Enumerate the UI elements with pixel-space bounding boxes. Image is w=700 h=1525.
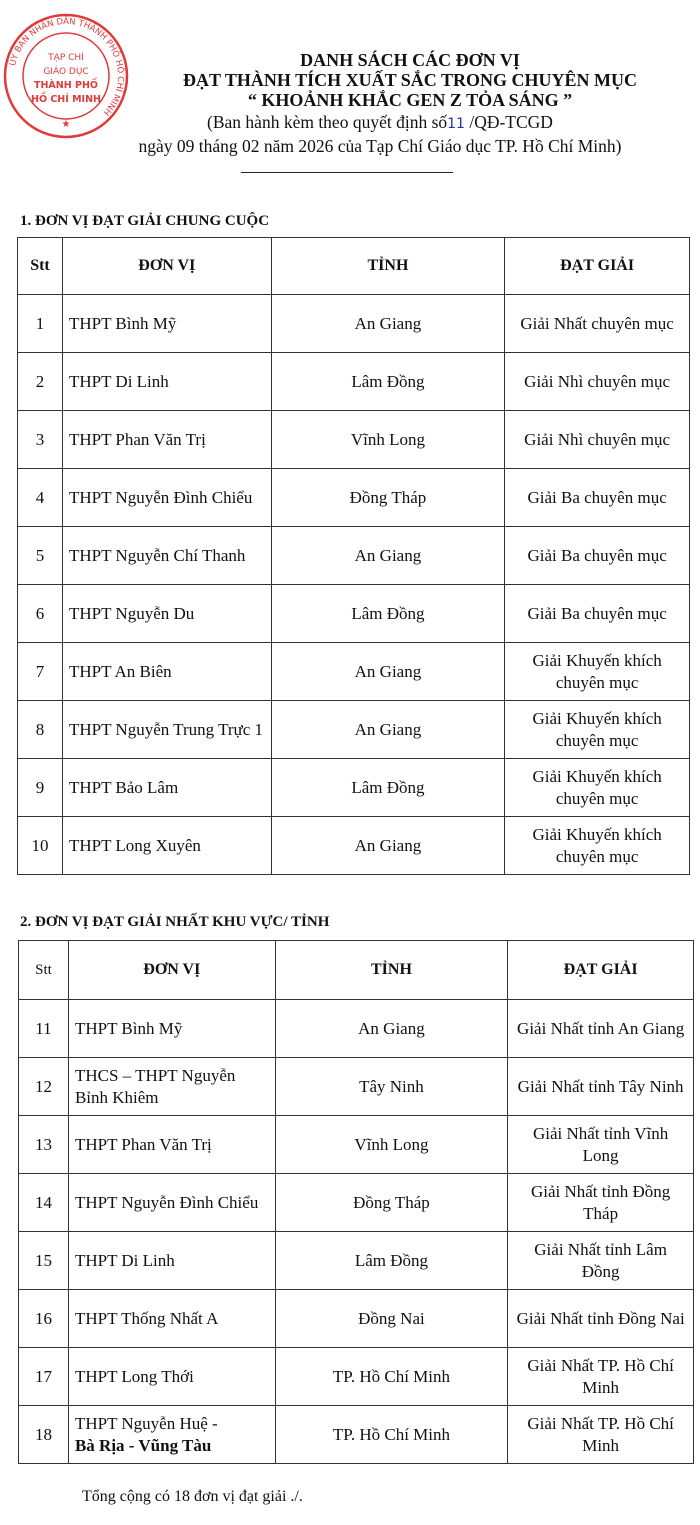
cell-province	[275, 1232, 508, 1290]
subtitle-prefix: (Ban hành kèm theo quyết định số	[207, 112, 448, 132]
cell-stt-text: 9	[35, 777, 45, 797]
cell-province	[271, 585, 505, 643]
cell-stt	[19, 1232, 69, 1290]
cell-stt-text: 1	[35, 313, 45, 333]
cell-stt-text: 15	[34, 1250, 52, 1270]
cell-province-text: Đồng Tháp	[349, 487, 427, 507]
cell-stt	[19, 1116, 69, 1174]
cell-unit	[68, 1058, 275, 1116]
cell-award	[508, 1348, 694, 1406]
cell-award-text: Giải Nhì chuyên mục	[524, 429, 671, 449]
cell-unit	[62, 353, 271, 411]
col-unit: ĐƠN VỊ	[62, 238, 271, 295]
cell-stt-text: 4	[35, 487, 45, 507]
cell-award	[505, 643, 690, 701]
cell-stt	[19, 1000, 69, 1058]
cell-stt-text: 14	[34, 1192, 52, 1212]
cell-unit-text: THPT Nguyễn Trung Trực 1	[68, 719, 264, 739]
table-row	[18, 817, 690, 875]
cell-stt	[18, 701, 63, 759]
cell-award-text: Giải Ba chuyên mục	[527, 545, 667, 565]
cell-unit-text: THPT Thống Nhất A	[74, 1308, 219, 1328]
cell-stt	[18, 353, 63, 411]
cell-unit-text: THPT Bảo Lâm	[68, 777, 179, 797]
cell-award-text: Giải Nhất tỉnh Đồng Tháp	[530, 1181, 671, 1223]
cell-award	[505, 295, 690, 353]
cell-unit-text: THPT Long Thới	[74, 1366, 194, 1386]
cell-province-text: Lâm Đồng	[351, 777, 425, 797]
table-row	[18, 759, 690, 817]
table-row	[19, 1290, 694, 1348]
cell-unit-text: THPT Long Xuyên	[68, 835, 201, 855]
table-row	[18, 643, 690, 701]
cell-province	[275, 1348, 508, 1406]
cell-stt-text: 3	[35, 429, 45, 449]
total-summary: Tổng cộng có 18 đơn vị đạt giải ./.	[82, 1488, 303, 1505]
cell-award	[508, 1232, 694, 1290]
cell-stt	[18, 585, 63, 643]
table-row	[18, 353, 690, 411]
cell-award-text: Giải Nhất TP. Hồ Chí Minh	[527, 1355, 674, 1397]
table-row	[19, 1058, 694, 1116]
cell-province	[275, 1058, 508, 1116]
cell-award-text: Giải Nhất tỉnh Lâm Đồng	[534, 1239, 667, 1281]
cell-award	[508, 1174, 694, 1232]
final-awards-table	[17, 237, 690, 875]
cell-award	[505, 759, 690, 817]
svg-text:HỒ CHÍ MINH: HỒ CHÍ MINH	[31, 94, 101, 105]
cell-province-text: Đồng Nai	[358, 1308, 425, 1328]
section-1-title: 1. ĐƠN VỊ ĐẠT GIẢI CHUNG CUỘC	[20, 213, 270, 229]
cell-province	[275, 1406, 508, 1464]
cell-province-text: An Giang	[354, 719, 422, 739]
cell-unit-text: THPT Nguyễn Đình Chiểu	[74, 1192, 259, 1212]
cell-stt-text: 2	[35, 371, 45, 391]
section-2-title: 2. ĐƠN VỊ ĐẠT GIẢI NHẤT KHU VỰC/ TỈNH	[20, 914, 330, 930]
cell-award	[508, 1058, 694, 1116]
table-row	[19, 1406, 694, 1464]
col-stt: Stt	[19, 941, 69, 1000]
table-row	[18, 527, 690, 585]
cell-unit	[62, 701, 271, 759]
col-stt: Stt	[18, 238, 63, 295]
cell-stt-text: 7	[35, 661, 45, 681]
cell-award	[505, 353, 690, 411]
subtitle-line-2: ngày 09 tháng 02 năm 2026 của Tạp Chí Giáo dục TP. Hồ Chí Minh)	[138, 136, 622, 156]
cell-unit	[62, 643, 271, 701]
cell-award-text: Giải Nhất tỉnh Tây Ninh	[517, 1076, 684, 1096]
cell-award	[508, 1290, 694, 1348]
decision-number: 11	[447, 116, 465, 132]
cell-unit	[68, 1000, 275, 1058]
cell-province	[271, 817, 505, 875]
cell-stt-text: 16	[34, 1308, 52, 1328]
cell-unit	[62, 527, 271, 585]
cell-stt	[18, 643, 63, 701]
cell-unit	[68, 1174, 275, 1232]
cell-award-text: Giải Nhất TP. Hồ Chí Minh	[527, 1413, 674, 1455]
cell-unit	[68, 1348, 275, 1406]
cell-province-text: An Giang	[354, 313, 422, 333]
cell-province-text: Lâm Đồng	[354, 1250, 429, 1270]
cell-province	[275, 1290, 508, 1348]
cell-stt	[19, 1290, 69, 1348]
cell-unit	[68, 1290, 275, 1348]
table-row	[19, 1232, 694, 1290]
cell-unit-text: THPT Di Linh	[74, 1250, 175, 1270]
cell-award-text: Giải Khuyến khích chuyên mục	[532, 824, 662, 866]
cell-award	[505, 701, 690, 759]
cell-unit	[68, 1232, 275, 1290]
cell-award	[505, 527, 690, 585]
cell-award-text: Giải Khuyến khích chuyên mục	[532, 766, 662, 808]
cell-award-text: Giải Ba chuyên mục	[527, 603, 667, 623]
cell-province-text: TP. Hồ Chí Minh	[332, 1366, 451, 1386]
cell-unit-text: THPT Phan Văn Trị	[74, 1134, 212, 1154]
cell-province-text: An Giang	[358, 1018, 425, 1038]
cell-province	[275, 1116, 508, 1174]
cell-unit	[68, 1406, 275, 1464]
cell-unit	[62, 469, 271, 527]
cell-province-text: An Giang	[354, 835, 422, 855]
svg-text:THÀNH PHỐ: THÀNH PHỐ	[34, 80, 98, 91]
cell-award-text: Giải Khuyến khích chuyên mục	[532, 708, 662, 750]
cell-unit-text: THCS – THPT Nguyễn Bỉnh Khiêm	[74, 1065, 236, 1107]
subtitle-suffix: /QĐ-TCGD	[464, 112, 553, 132]
cell-stt-text: 10	[31, 835, 49, 855]
table-row	[18, 295, 690, 353]
cell-award-text: Giải Nhất tỉnh An Giang	[517, 1018, 685, 1038]
cell-province-text: TP. Hồ Chí Minh	[332, 1424, 451, 1444]
cell-province-text: Lâm Đồng	[351, 371, 425, 391]
cell-stt	[18, 527, 63, 585]
table-row	[18, 411, 690, 469]
cell-province-text: Vĩnh Long	[354, 1134, 429, 1154]
cell-stt	[18, 759, 63, 817]
cell-stt	[19, 1348, 69, 1406]
svg-text:GIÁO DỤC: GIÁO DỤC	[43, 67, 89, 77]
cell-province	[275, 1000, 508, 1058]
cell-unit-text: THPT Nguyễn Đình Chiểu	[68, 487, 253, 507]
cell-unit-text: THPT Bình Mỹ	[74, 1018, 183, 1038]
cell-award	[505, 585, 690, 643]
cell-stt-text: 6	[35, 603, 45, 623]
cell-unit	[62, 585, 271, 643]
cell-province-text: An Giang	[354, 661, 422, 681]
cell-stt-text: 11	[35, 1018, 52, 1038]
cell-stt	[18, 295, 63, 353]
cell-award-text: Giải Khuyến khích chuyên mục	[532, 650, 662, 692]
table-row	[18, 585, 690, 643]
cell-unit-text: THPT An Biên	[68, 661, 172, 681]
table-row	[18, 701, 690, 759]
cell-stt-text: 5	[35, 545, 45, 565]
cell-award-text: Giải Ba chuyên mục	[527, 487, 667, 507]
cell-unit	[62, 295, 271, 353]
cell-province	[271, 295, 505, 353]
table-row	[19, 1000, 694, 1058]
cell-province-text: Vĩnh Long	[350, 429, 425, 449]
table-row	[19, 1116, 694, 1174]
col-unit: ĐƠN VỊ	[68, 941, 275, 1000]
cell-stt-text: 12	[34, 1076, 52, 1096]
cell-unit-text: THPT Phan Văn Trị	[68, 429, 206, 449]
cell-award	[508, 1406, 694, 1464]
cell-stt	[19, 1174, 69, 1232]
cell-stt-text: 17	[34, 1366, 52, 1386]
cell-award	[505, 469, 690, 527]
cell-unit	[62, 817, 271, 875]
title-line: DANH SÁCH CÁC ĐƠN VỊ	[300, 50, 520, 70]
cell-province-text: An Giang	[354, 545, 422, 565]
cell-stt	[19, 1058, 69, 1116]
cell-stt-text: 13	[34, 1134, 52, 1154]
provincial-awards-table	[18, 940, 694, 1464]
document-title	[0, 50, 700, 110]
cell-award	[508, 1000, 694, 1058]
cell-province	[271, 701, 505, 759]
cell-unit-text: THPT Nguyễn Huệ -	[74, 1413, 218, 1433]
col-award: ĐẠT GIẢI	[505, 238, 690, 295]
cell-unit-bold-text: Bà Rịa - Vũng Tàu	[74, 1435, 212, 1455]
cell-province-text: Đồng Tháp	[353, 1192, 430, 1212]
cell-province-text: Tây Ninh	[359, 1076, 424, 1096]
cell-stt	[18, 817, 63, 875]
divider	[241, 172, 453, 173]
table-row	[19, 1348, 694, 1406]
svg-text:★: ★	[61, 119, 71, 130]
col-province: TỈNH	[275, 941, 508, 1000]
cell-unit-text: THPT Bình Mỹ	[68, 313, 177, 333]
cell-province	[271, 353, 505, 411]
title-line: ĐẠT THÀNH TÍCH XUẤT SẮC TRONG CHUYÊN MỤC	[183, 70, 637, 90]
cell-stt	[18, 411, 63, 469]
cell-unit	[68, 1116, 275, 1174]
cell-unit-text: THPT Nguyễn Du	[68, 603, 195, 623]
table-row	[19, 1174, 694, 1232]
cell-unit	[62, 411, 271, 469]
cell-award	[508, 1116, 694, 1174]
cell-province	[271, 527, 505, 585]
col-award: ĐẠT GIẢI	[508, 941, 694, 1000]
cell-province	[271, 759, 505, 817]
cell-award	[505, 411, 690, 469]
cell-province	[275, 1174, 508, 1232]
col-province: TỈNH	[271, 238, 505, 295]
cell-award-text: Giải Nhất tỉnh Đồng Nai	[516, 1308, 685, 1328]
cell-province-text: Lâm Đồng	[351, 603, 425, 623]
cell-award-text: Giải Nhì chuyên mục	[524, 371, 671, 391]
cell-award	[505, 817, 690, 875]
cell-province	[271, 411, 505, 469]
cell-stt	[18, 469, 63, 527]
svg-text:TẠP CHÍ: TẠP CHÍ	[48, 53, 84, 63]
svg-text:ỦY BAN NHÂN DÂN THÀNH PHỐ HỒ C: ỦY BAN NHÂN DÂN THÀNH PHỐ HỒ CHÍ MINH	[8, 16, 126, 118]
table-row	[18, 469, 690, 527]
cell-award-text: Giải Nhất chuyên mục	[520, 313, 674, 333]
cell-award-text: Giải Nhất tỉnh Vĩnh Long	[533, 1123, 669, 1165]
cell-unit-text: THPT Di Linh	[68, 371, 169, 391]
subtitle-line-1	[0, 112, 700, 135]
cell-province	[271, 469, 505, 527]
cell-stt	[19, 1406, 69, 1464]
title-line: “ KHOẢNH KHẮC GEN Z TỎA SÁNG ”	[247, 90, 573, 110]
cell-unit	[62, 759, 271, 817]
cell-stt-text: 8	[35, 719, 45, 739]
cell-province	[271, 643, 505, 701]
cell-unit-text: THPT Nguyễn Chí Thanh	[68, 545, 246, 565]
cell-stt-text: 18	[34, 1424, 52, 1444]
